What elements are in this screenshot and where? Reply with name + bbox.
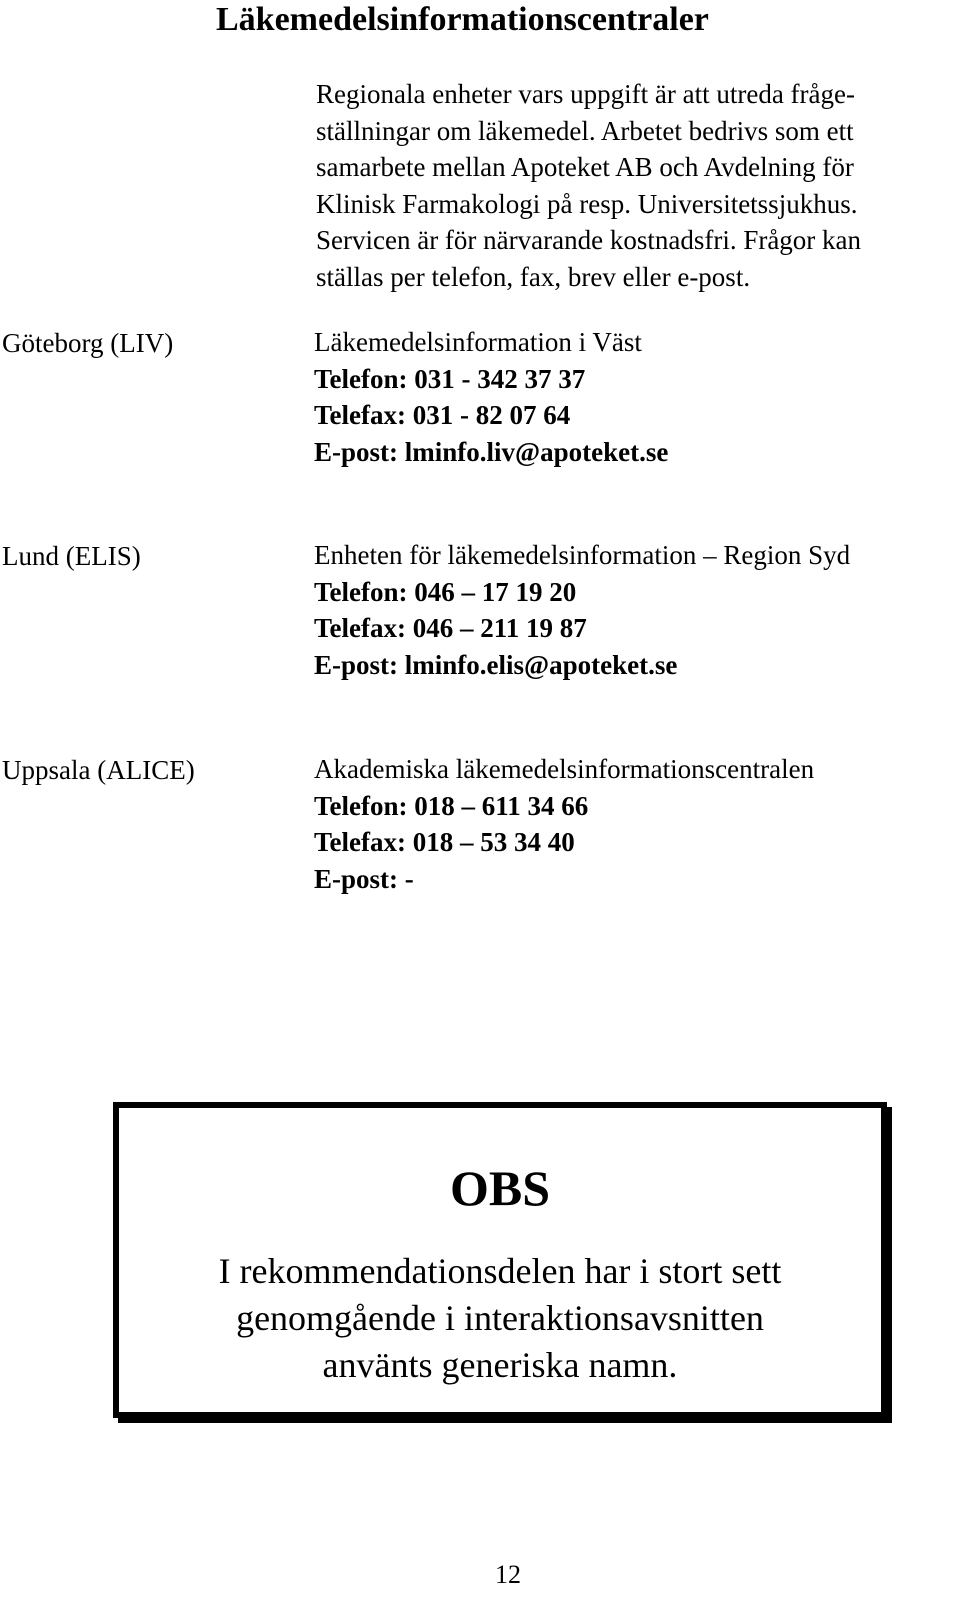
obs-line: I rekommendationsdelen har i stort sett: [218, 1251, 782, 1291]
center-phone: Telefon: 031 - 342 37 37: [314, 363, 586, 394]
center-email: E-post: lminfo.liv@apoteket.se: [314, 436, 669, 467]
intro-line: Servicen är för närvarande kostnadsfri. Frågor kan: [316, 225, 862, 255]
intro-line: ställas per telefon, fax, brev eller e-post.: [316, 261, 751, 292]
center-fax: Telefax: 018 – 53 34 40: [314, 827, 575, 857]
obs-notice-box: [113, 1102, 887, 1418]
center-email: E-post: lminfo.elis@apoteket.se: [314, 649, 678, 680]
page-number: 12: [495, 1560, 521, 1589]
center-location-uppsala: Uppsala (ALICE): [2, 755, 195, 785]
center-phone: Telefon: 018 – 611 34 66: [314, 790, 589, 821]
intro-line: Klinisk Farmakologi på resp. Universitetssjukhus.: [316, 188, 858, 219]
center-name: Läkemedelsinformation i Väst: [314, 327, 642, 357]
intro-line: Regionala enheter vars uppgift är att utreda fråge-: [316, 79, 855, 109]
obs-line: använts generiska namn.: [322, 1345, 678, 1385]
intro-line: samarbete mellan Apoteket AB och Avdelning för: [316, 152, 854, 182]
obs-heading: OBS: [449, 1160, 551, 1216]
obs-line: genomgående i interaktionsavsnitten: [236, 1298, 764, 1338]
page-title: Läkemedelsinformationscentraler: [216, 1, 709, 38]
center-info-goteborg: [314, 324, 668, 470]
center-fax: Telefax: 031 - 82 07 64: [314, 400, 571, 430]
center-location-goteborg: Göteborg (LIV): [2, 328, 174, 358]
center-fax: Telefax: 046 – 211 19 87: [314, 613, 587, 643]
center-name: Akademiska läkemedelsinformationscentralen: [314, 754, 815, 784]
intro-paragraph: [316, 76, 956, 295]
center-info-lund: [314, 537, 850, 683]
center-email: E-post: -: [314, 863, 414, 894]
center-info-uppsala: [314, 751, 814, 897]
center-location-lund: Lund (ELIS): [2, 541, 141, 571]
intro-line: ställningar om läkemedel. Arbetet bedrivs som ett: [316, 115, 854, 146]
obs-text: [119, 1248, 881, 1389]
center-phone: Telefon: 046 – 17 19 20: [314, 576, 577, 607]
center-name: Enheten för läkemedelsinformation – Region Syd: [314, 540, 851, 570]
